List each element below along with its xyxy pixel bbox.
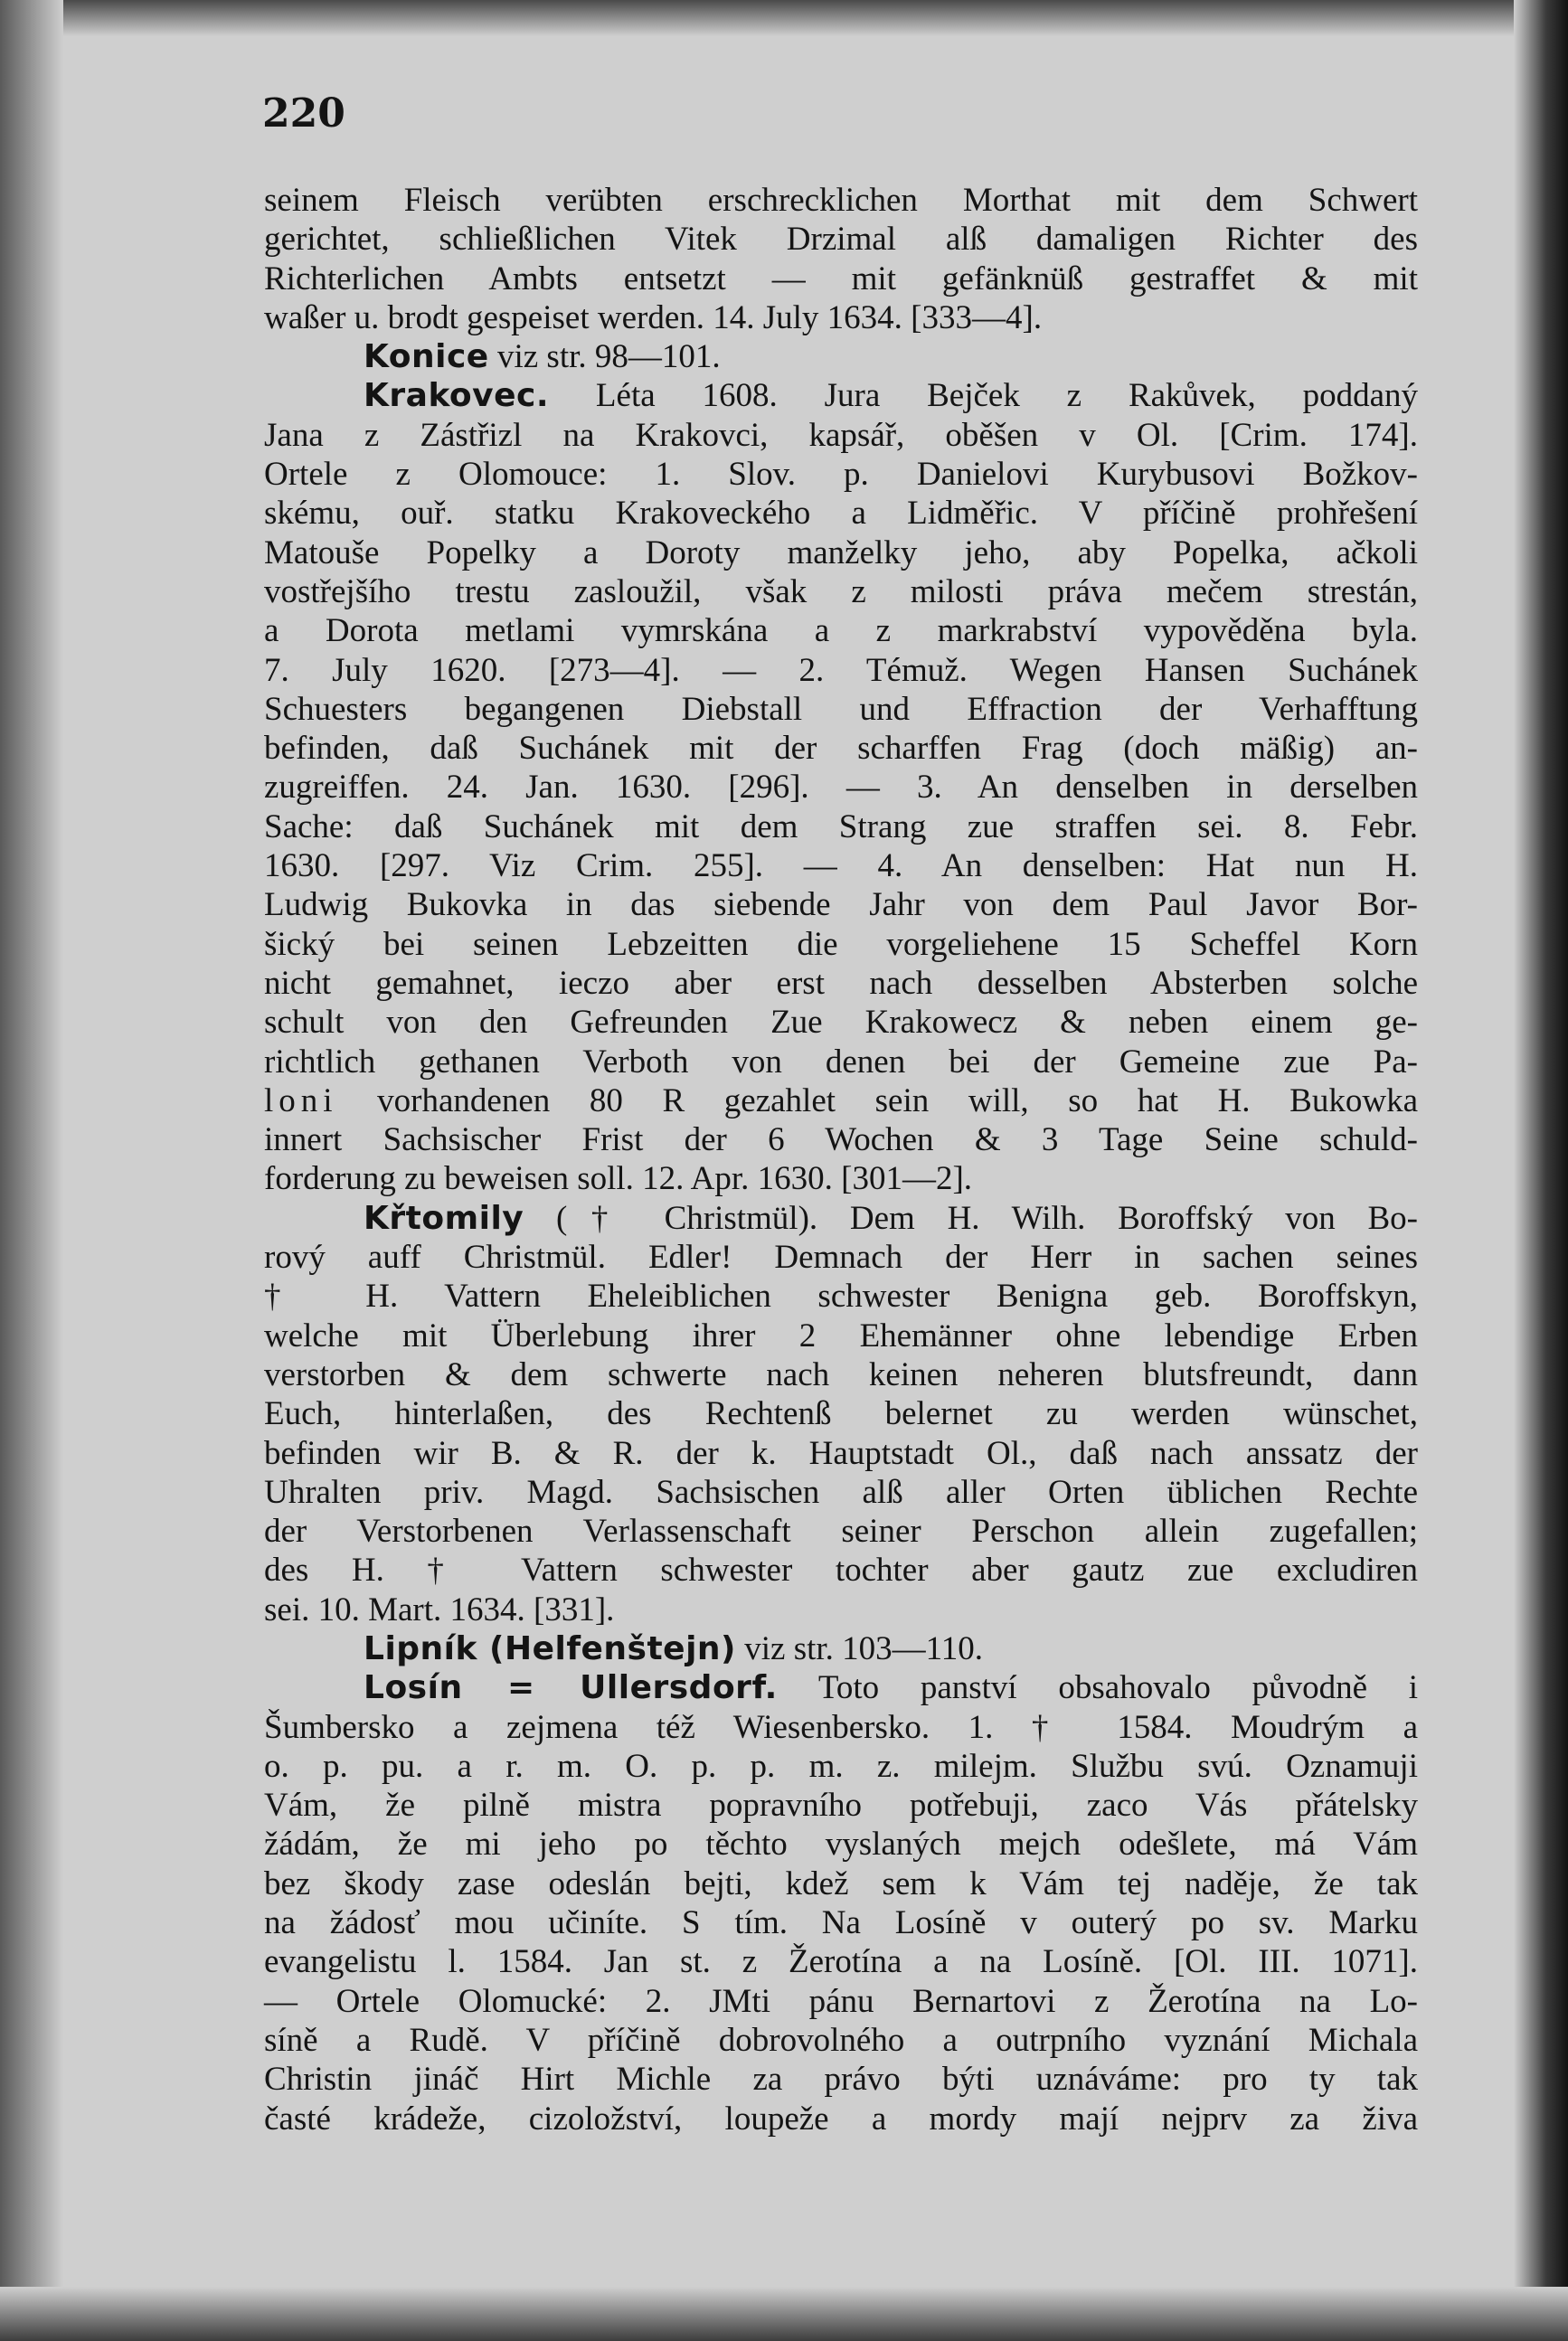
text-line <box>264 1903 1418 1942</box>
text-line <box>264 1864 1418 1903</box>
entry-heading: Křtomily <box>364 1199 524 1237</box>
line-text: skému, ouř. statku Krakoveckého a Lidměřic. V příčině prohřešení <box>264 495 1418 533</box>
text-line <box>264 1942 1418 1981</box>
line-text: gerichtet, schließlichen Vitek Drzimal alß damaligen Richter des <box>264 221 1418 259</box>
line-text: Sache: daß Suchánek mit dem Strang zue straffen sei. 8. Febr. <box>264 807 1418 845</box>
text-line <box>264 455 1418 494</box>
line-text: des H. † Vattern schwester tochter aber gautz zue excludiren <box>264 1552 1418 1590</box>
text-line <box>264 181 1418 220</box>
line-text: Toto panství obsahovalo původně i <box>777 1669 1418 1707</box>
scan-shadow-top <box>0 0 1568 36</box>
line-text: Jana z Zástřizl na Krakovci, kapsář, oběšen v Ol. [Crim. 174]. <box>264 416 1418 454</box>
line-text: sei. 10. Mart. 1634. [331]. <box>264 1591 615 1628</box>
line-text: nicht gemahnet, ieczo aber erst nach desselben Absterben solche <box>264 964 1418 1002</box>
line-text: Christin jináč Hirt Michle za právo býti uznáváme: pro ty tak <box>264 2061 1418 2099</box>
line-text: Uhralten priv. Magd. Sachsischen alß aller Orten üblichen Rechte <box>264 1473 1418 1511</box>
line-text: seinem Fleisch verübten erschrecklichen Morthat mit dem Schwert <box>264 182 1418 219</box>
line-text: evangelistu l. 1584. Jan st. z Žerotína a na Losíně. [Ol. III. 1071]. <box>264 1943 1418 1981</box>
text-line <box>264 1512 1418 1551</box>
text-line <box>264 376 1418 415</box>
line-text: Šumbersko a zejmena též Wiesenbersko. 1. † 1584. Moudrým a <box>264 1708 1418 1746</box>
text-line <box>264 533 1418 572</box>
text-line <box>264 1355 1418 1394</box>
text-line <box>264 1747 1418 1786</box>
entry-heading: Lipník (Helfenštejn) <box>364 1629 737 1667</box>
text-line <box>264 611 1418 650</box>
line-text: forderung zu beweisen soll. 12. Apr. 1630. [301—2]. <box>264 1160 973 1198</box>
line-text: befinden wir B. & R. der k. Hauptstadt Ol., daß nach anssatz der <box>264 1434 1418 1472</box>
line-text: žádám, že mi jeho po těchto vyslaných mejch odešlete, má Vám <box>264 1826 1418 1864</box>
text-line <box>264 2021 1418 2060</box>
text-line <box>264 220 1418 259</box>
text-line <box>264 1159 1418 1198</box>
spaced-word: loni <box>264 1081 338 1119</box>
text-line <box>264 1081 1418 1120</box>
line-text: na žádosť mou učiníte. S tím. Na Losíně v outerý po sv. Marku <box>264 1904 1418 1942</box>
line-text: welche mit Überlebung ihrer 2 Ehemänner ohne lebendige Erben <box>264 1317 1418 1355</box>
line-text: 7. July 1620. [273—4]. — 2. Témuž. Wegen Hansen Suchánek <box>264 651 1418 689</box>
line-text: bez škody zase odeslán bejti, kdež sem k Vám tej naděje, že tak <box>264 1864 1418 1902</box>
line-text: Euch, hinterlaßen, des Rechtenß belernet zu werden wünschet, <box>264 1395 1418 1433</box>
text-line <box>264 1120 1418 1159</box>
text-line <box>264 1003 1418 1042</box>
line-text: richtlich gethanen Verboth von denen bei der Gemeine zue Pa- <box>264 1043 1418 1081</box>
text-line <box>264 1043 1418 1081</box>
entry-heading: Konice <box>364 338 489 376</box>
entry-heading: Krakovec. <box>364 377 550 415</box>
line-text: der Verstorbenen Verlassenschaft seiner Perschon allein zugefallen; <box>264 1513 1418 1551</box>
text-line <box>264 1551 1418 1590</box>
text-line <box>264 2100 1418 2138</box>
line-text: Schuesters begangenen Diebstall und Effraction der Verhafftung <box>264 690 1418 728</box>
scan-shadow-right <box>1514 0 1568 2341</box>
text-line <box>264 298 1418 337</box>
text-line <box>264 572 1418 611</box>
line-text: vostřejšího trestu zasloužil, však z milosti práva mečem strestán, <box>264 572 1418 610</box>
text-line <box>264 729 1418 768</box>
text-line <box>264 1708 1418 1747</box>
entry-heading: Losín = Ullersdorf. <box>364 1669 778 1707</box>
line-text: rový auff Christmül. Edler! Demnach der Herr in sachen seines <box>264 1239 1418 1277</box>
scan-shadow-left <box>0 0 63 2341</box>
line-text: a Dorota metlami vymrskána a z markrabství vypověděna byla. <box>264 612 1418 650</box>
text-line <box>264 807 1418 846</box>
line-text: viz str. 103—110. <box>736 1629 984 1667</box>
line-text: schult von den Gefreunden Zue Krakowecz & neben einem ge- <box>264 1004 1418 1042</box>
line-text: šický bei seinen Lebzeitten die vorgeliehene 15 Scheffel Korn <box>264 925 1418 963</box>
text-line <box>264 690 1418 729</box>
text-line <box>264 964 1418 1003</box>
text-line <box>264 768 1418 807</box>
line-text: innert Sachsischer Frist der 6 Wochen & 3 Tage Seine schuld- <box>264 1121 1418 1159</box>
text-line <box>264 1668 1418 1707</box>
line-text: Richterlichen Ambts entsetzt — mit gefänknüß gestraffet & mit <box>264 260 1418 297</box>
line-text: Ludwig Bukovka in das siebende Jahr von dem Paul Javor Bor- <box>264 886 1418 924</box>
line-text: Ortele z Olomouce: 1. Slov. p. Danielovi Kurybusovi Božkov- <box>264 456 1418 494</box>
line-text: waßer u. brodt gespeiset werden. 14. July 1634. [333—4]. <box>264 298 1043 336</box>
line-text: † H. Vattern Eheleiblichen schwester Benigna geb. Boroffskyn, <box>264 1278 1418 1316</box>
line-text: 1630. [297. Viz Crim. 255]. — 4. An denselben: Hat nun H. <box>264 847 1418 885</box>
text-line <box>264 885 1418 924</box>
text-line <box>264 846 1418 885</box>
text-line <box>264 2060 1418 2099</box>
body-text <box>264 181 1418 2138</box>
text-line <box>264 337 1418 376</box>
line-text: viz str. 98—101. <box>488 338 721 376</box>
line-text: Léta 1608. Jura Bejček z Rakůvek, poddaný <box>549 377 1418 415</box>
text-line <box>264 494 1418 533</box>
line-text: verstorben & dem schwerte nach keinen neheren blutsfreundt, dann <box>264 1355 1418 1393</box>
scan-shadow-bottom <box>0 2287 1568 2341</box>
text-line <box>264 1473 1418 1512</box>
text-line <box>264 1199 1418 1238</box>
text-line <box>264 1434 1418 1473</box>
text-line <box>264 925 1418 964</box>
line-text: († Christmül). Dem H. Wilh. Boroffský von Bo- <box>524 1199 1418 1237</box>
text-line <box>264 1825 1418 1864</box>
text-line <box>264 651 1418 690</box>
text-line <box>264 1238 1418 1277</box>
page-number: 220 <box>262 90 345 137</box>
text-line <box>264 1591 1418 1629</box>
text-line <box>264 260 1418 298</box>
text-line <box>264 1277 1418 1316</box>
line-text: vorhandenen 80 R gezahlet sein will, so hat H. Bukowka <box>337 1081 1418 1119</box>
line-text: — Ortele Olomucké: 2. JMti pánu Bernartovi z Žerotína na Lo- <box>264 1982 1418 2020</box>
line-text: befinden, daß Suchánek mit der scharffen Frag (doch mäßig) an- <box>264 730 1418 768</box>
text-line <box>264 416 1418 455</box>
line-text: časté krádeže, cizoložství, loupeže a mordy mají nejprv za živa <box>264 2100 1418 2138</box>
text-line <box>264 1629 1418 1668</box>
line-text: zugreiffen. 24. Jan. 1630. [296]. — 3. An denselben in derselben <box>264 769 1418 807</box>
text-line <box>264 1394 1418 1433</box>
line-text: síně a Rudě. V příčině dobrovolného a outrpního vyznání Michala <box>264 2021 1418 2059</box>
line-text: Vám, že pilně mistra popravního potřebuji, zaco Vás přátelsky <box>264 1787 1418 1825</box>
text-line <box>264 1786 1418 1825</box>
text-line <box>264 1317 1418 1355</box>
line-text: Matouše Popelky a Doroty manželky jeho, aby Popelka, ačkoli <box>264 533 1418 571</box>
line-text: o. p. pu. a r. m. O. p. p. m. z. milejm. Službu svú. Oznamuji <box>264 1747 1418 1785</box>
text-line <box>264 1982 1418 2021</box>
